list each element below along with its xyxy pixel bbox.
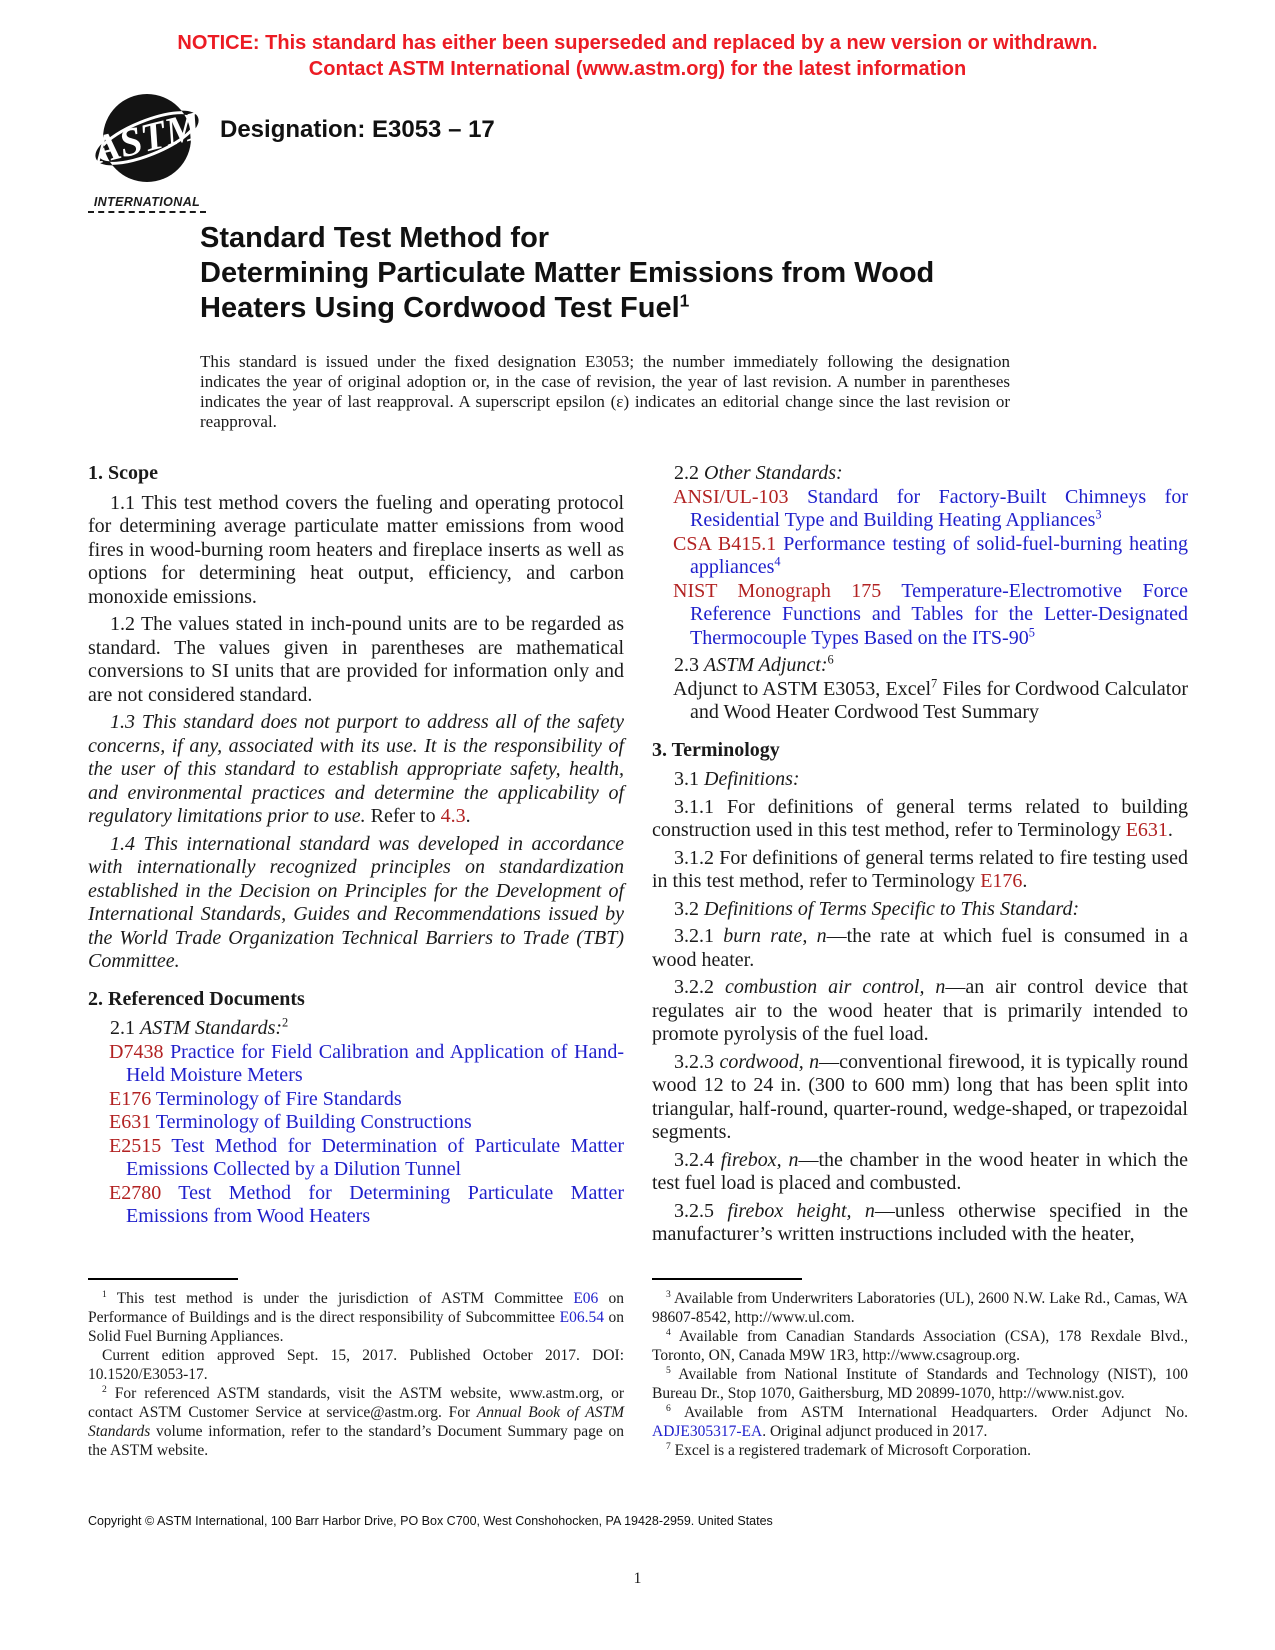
page-number: 1 — [633, 1570, 642, 1587]
text-run: burn rate, n — [723, 925, 827, 947]
standard-link[interactable]: 4.3 — [440, 805, 466, 827]
text-run: . Original adjunct produced in 2017. — [762, 1423, 988, 1440]
text-run: 3.1 — [674, 768, 704, 790]
text-run: 2 — [282, 1015, 289, 1030]
reference-item — [88, 1088, 624, 1112]
paragraph — [652, 1200, 1188, 1247]
title-line-1: Standard Test Method for — [200, 222, 550, 254]
footnote-divider — [88, 1278, 238, 1280]
text-run: 3.2.3 — [674, 1050, 720, 1073]
standard-link[interactable]: ADJE305317-EA — [652, 1423, 763, 1440]
standard-link[interactable]: 5 — [1028, 624, 1035, 639]
title-line-2: Determining Particulate Matter Emissions from Wood — [200, 257, 935, 289]
text-run: 1.4 This international standard was developed in accordance with internationally recognized principles on standardization established in the Decision on Principles for the Development of International Standards, Guides and Recommendations issued by the World Trade Organization Technical Barriers to Trade (TBT) Committee. — [88, 832, 624, 972]
text-run: 3.2.4 — [674, 1148, 721, 1171]
text-run: firebox, n — [720, 1148, 799, 1171]
title-line-3: Heaters Using Cordwood Test Fuel — [200, 292, 680, 324]
paragraph — [88, 833, 624, 974]
issue-note: This standard is issued under the fixed designation E3053; the number immediately following the designation indicates the year of original adoption or, in the case of revision, the year of last revision. A number in parentheses indicates the year of last reapproval. A superscript epsilon (ε) indicates an editorial change since the last revision or reapproval. — [200, 352, 1010, 431]
text-run: on Performance of Buildings and is the direct responsibility of Subcommittee — [88, 1290, 625, 1326]
text-run: . — [1167, 819, 1173, 841]
text-run: 3. Terminology — [652, 738, 780, 761]
text-run: on Solid Fuel Burning Appliances. — [88, 1309, 624, 1345]
footnotes — [88, 1278, 1188, 1460]
astm-logo — [88, 88, 206, 213]
text-run: Available from Canadian Standards Association (CSA), 178 Rexdale Blvd., Toronto, ON, Canada M9W 1R3, http://www.csagroup.org. — [652, 1328, 1188, 1364]
footnote-divider — [652, 1278, 802, 1280]
text-run: Files for Cordwood Calculator and Wood Heater Cordwood Test Summary — [690, 677, 1188, 723]
paragraph — [88, 711, 624, 829]
paragraph — [652, 1149, 1188, 1196]
notice-line-1: NOTICE: This standard has either been superseded and replaced by a new version or withdrawn. — [177, 32, 1098, 54]
standard-link[interactable]: E2515 — [109, 1134, 172, 1157]
text-run: 6 — [827, 652, 834, 667]
text-run: Available from National Institute of Standards and Technology (NIST), 100 Bureau Dr., Stop 1070, Gaithersburg, MD 20899-1070, http://www.nist.gov. — [652, 1366, 1188, 1402]
reference-item — [652, 533, 1188, 580]
paragraph — [88, 1017, 624, 1041]
text-run: 3.2.5 — [674, 1199, 728, 1222]
footnote — [88, 1346, 624, 1384]
reference-item — [652, 486, 1188, 533]
standard-link[interactable]: Test Method for Determining Particulate Matter Emissions from Wood Heaters — [126, 1181, 624, 1227]
standard-link[interactable]: CSA B415.1 — [673, 532, 784, 555]
copyright-line: Copyright © ASTM International, 100 Barr Harbor Drive, PO Box C700, West Conshohocken, PA 19428-2959. United States — [88, 1514, 773, 1528]
reference-item — [88, 1135, 624, 1182]
section-heading — [652, 739, 1188, 763]
text-run: —an air control device that regulates air to the wood heater that is primarily intended to promote pyrolysis of the fuel load. — [652, 976, 1188, 1045]
footnote — [652, 1403, 1188, 1441]
document-header — [88, 88, 1275, 213]
footnotes-right — [652, 1278, 1188, 1460]
text-run: 5 — [666, 1364, 671, 1376]
text-run: 3.2.1 — [674, 925, 724, 947]
text-run: 1.3 This standard does not purport to address all of the safety concerns, if any, associated with its use. It is the responsibility of the user of this standard to establish appropriate safety, health, and environmental practices and determine the applicability of regulatory limitations prior to use. — [88, 711, 624, 827]
standard-link[interactable]: E631 — [109, 1111, 156, 1133]
text-run: 6 — [666, 1402, 671, 1414]
text-run: 2.2 — [674, 462, 704, 484]
title-block — [200, 221, 1012, 432]
text-run: —the rate at which fuel is consumed in a wood heater. — [652, 925, 1188, 971]
standard-link[interactable]: E176 — [980, 870, 1023, 892]
footnote — [652, 1327, 1188, 1365]
paragraph — [652, 768, 1188, 792]
text-run: 3.2.2 — [674, 976, 725, 998]
column-right — [652, 462, 1188, 1247]
superseded-notice — [0, 0, 1275, 82]
standard-link[interactable]: E2780 — [109, 1181, 179, 1204]
text-run: volume information, refer to the standard’s Document Summary page on the ASTM website. — [88, 1423, 624, 1459]
reference-item — [88, 1111, 624, 1135]
text-run: 7 — [931, 675, 938, 690]
standard-link[interactable]: Standard for Factory-Built Chimneys for Residential Type and Building Heating Appliances — [690, 485, 1188, 531]
paragraph — [652, 898, 1188, 922]
standard-link[interactable]: D7438 — [109, 1040, 171, 1063]
text-run: Excel is a registered trademark of Microsoft Corporation. — [670, 1442, 1032, 1459]
paragraph — [652, 976, 1188, 1047]
standard-link[interactable]: Temperature-Electromotive Force Reference Functions and Tables for the Letter-Designated Thermocouple Types Based on the ITS-90 — [690, 579, 1189, 649]
text-run: —the chamber in the wood heater in which the test fuel load is placed and combusted. — [652, 1148, 1188, 1194]
text-run: cordwood, n — [719, 1050, 820, 1073]
reference-item — [652, 580, 1188, 651]
standard-link[interactable]: Performance testing of solid-fuel-burning heating appliances — [690, 532, 1188, 578]
section-heading — [88, 462, 624, 486]
section-heading — [88, 988, 624, 1012]
standard-link[interactable]: E631 — [1125, 819, 1168, 841]
text-run: combustion air control, n — [724, 976, 946, 998]
text-run: 2. Referenced Documents — [88, 987, 305, 1010]
text-run: 4 — [666, 1326, 671, 1338]
body-columns — [88, 462, 1188, 1247]
paragraph — [652, 654, 1188, 678]
notice-line-2: Contact ASTM International (www.astm.org) for the latest information — [308, 58, 967, 80]
designation: Designation: E3053 – 17 — [220, 116, 495, 143]
text-run: 7 — [666, 1440, 671, 1452]
footnote — [88, 1384, 624, 1460]
footnote — [652, 1441, 1188, 1460]
paragraph — [88, 492, 624, 610]
text-run: 3.1.1 For definitions of general terms related to building construction used in this test method, refer to Terminology — [652, 795, 1188, 841]
text-run: 1.1 This test method covers the fueling and operating protocol for determining average particulate matter emissions from wood fires in wood-burning room heaters and fireplace inserts as well as options for determining heat output, efficiency, and carbon monoxide emissions. — [88, 491, 624, 608]
standard-link[interactable]: E06 — [573, 1290, 599, 1307]
reference-item — [88, 1041, 624, 1088]
footnote — [652, 1365, 1188, 1403]
text-run: . — [465, 805, 471, 827]
text-run: Refer to — [365, 805, 441, 827]
text-run: 2 — [102, 1383, 107, 1395]
page-title — [200, 221, 1012, 326]
text-run: Other Standards: — [704, 462, 843, 484]
text-run: Annual Book of ASTM Standards — [88, 1404, 624, 1440]
standard-link[interactable]: Terminology of Fire Standards — [155, 1087, 402, 1110]
footnote — [88, 1289, 624, 1346]
standard-link[interactable]: Test Method for Determination of Particulate Matter Emissions Collected by a Dilution Tunnel — [126, 1134, 624, 1180]
text-run: —conventional firewood, it is typically round wood 12 to 24 in. (300 to 600 mm) long that has been split into triangular, half-round, quarter-round, wedge-shaped, or trapezoidal segments. — [652, 1050, 1189, 1143]
standard-link[interactable]: 3 — [1095, 507, 1102, 522]
standard-link[interactable]: Practice for Field Calibration and Application of Hand-Held Moisture Meters — [126, 1040, 624, 1086]
astm-logo-icon — [93, 88, 201, 192]
text-run: Available from Underwriters Laboratories (UL), 2600 N.W. Lake Rd., Camas, WA 98607-8542, http://www.ul.com. — [652, 1290, 1188, 1326]
text-run: ASTM Adjunct: — [704, 654, 828, 676]
text-run: 1 — [102, 1288, 107, 1300]
text-run: Definitions: — [704, 768, 800, 790]
text-run: For referenced ASTM standards, visit the ASTM website, www.astm.org, or contact ASTM Customer Service at service@astm.org. For — [88, 1385, 624, 1421]
text-run: —unless otherwise specified in the manufacturer’s written instructions included with the heater, — [652, 1199, 1188, 1245]
standard-link[interactable]: E176 — [109, 1087, 156, 1110]
standard-link[interactable]: ANSI/UL-103 — [673, 485, 808, 508]
text-run: 3.1.2 For definitions of general terms related to fire testing used in this test method, refer to Terminology — [652, 846, 1188, 892]
text-run: firebox height, n — [727, 1199, 875, 1222]
reference-item — [652, 675, 1188, 725]
title-footnote-ref: 1 — [679, 290, 690, 311]
paragraph — [652, 1051, 1188, 1145]
text-run: 3 — [666, 1288, 671, 1300]
standard-link[interactable]: E06.54 — [559, 1309, 604, 1326]
standard-link[interactable]: 4 — [774, 554, 781, 569]
text-run: 2.1 — [110, 1017, 140, 1039]
paragraph — [88, 613, 624, 707]
text-run: 3.2 — [674, 897, 704, 920]
text-run: Definitions of Terms Specific to This Standard: — [704, 897, 1080, 920]
text-run: 1.2 The values stated in inch-pound units are to be regarded as standard. The values given in parentheses are mathematical conversions to SI units that are provided for information only and are not considered standard. — [88, 613, 624, 706]
text-run: 1. Scope — [88, 462, 158, 484]
paragraph — [652, 847, 1188, 894]
paragraph — [652, 462, 1188, 486]
footnote — [652, 1289, 1188, 1327]
standard-link[interactable]: NIST Monograph 175 — [673, 579, 902, 602]
svg-text:ASTM: ASTM — [93, 102, 201, 173]
text-run: ASTM Standards: — [140, 1017, 283, 1039]
reference-item — [88, 1182, 624, 1229]
text-run: Adjunct to ASTM E3053, Excel — [673, 677, 932, 700]
text-run: Available from ASTM International Headquarters. Order Adjunct No. — [670, 1404, 1188, 1421]
footnotes-left — [88, 1278, 624, 1460]
text-run: Current edition approved Sept. 15, 2017. Published October 2017. DOI: 10.1520/E3053-17. — [88, 1347, 624, 1383]
text-run: . — [1022, 870, 1028, 892]
paragraph — [652, 925, 1188, 972]
astm-logo-subtitle: INTERNATIONAL — [88, 195, 206, 213]
column-left — [88, 462, 624, 1247]
text-run: This test method is under the jurisdiction of ASTM Committee — [106, 1290, 574, 1307]
paragraph — [652, 796, 1188, 843]
standard-link[interactable]: Terminology of Building Constructions — [155, 1111, 472, 1133]
text-run: 2.3 — [674, 654, 704, 676]
